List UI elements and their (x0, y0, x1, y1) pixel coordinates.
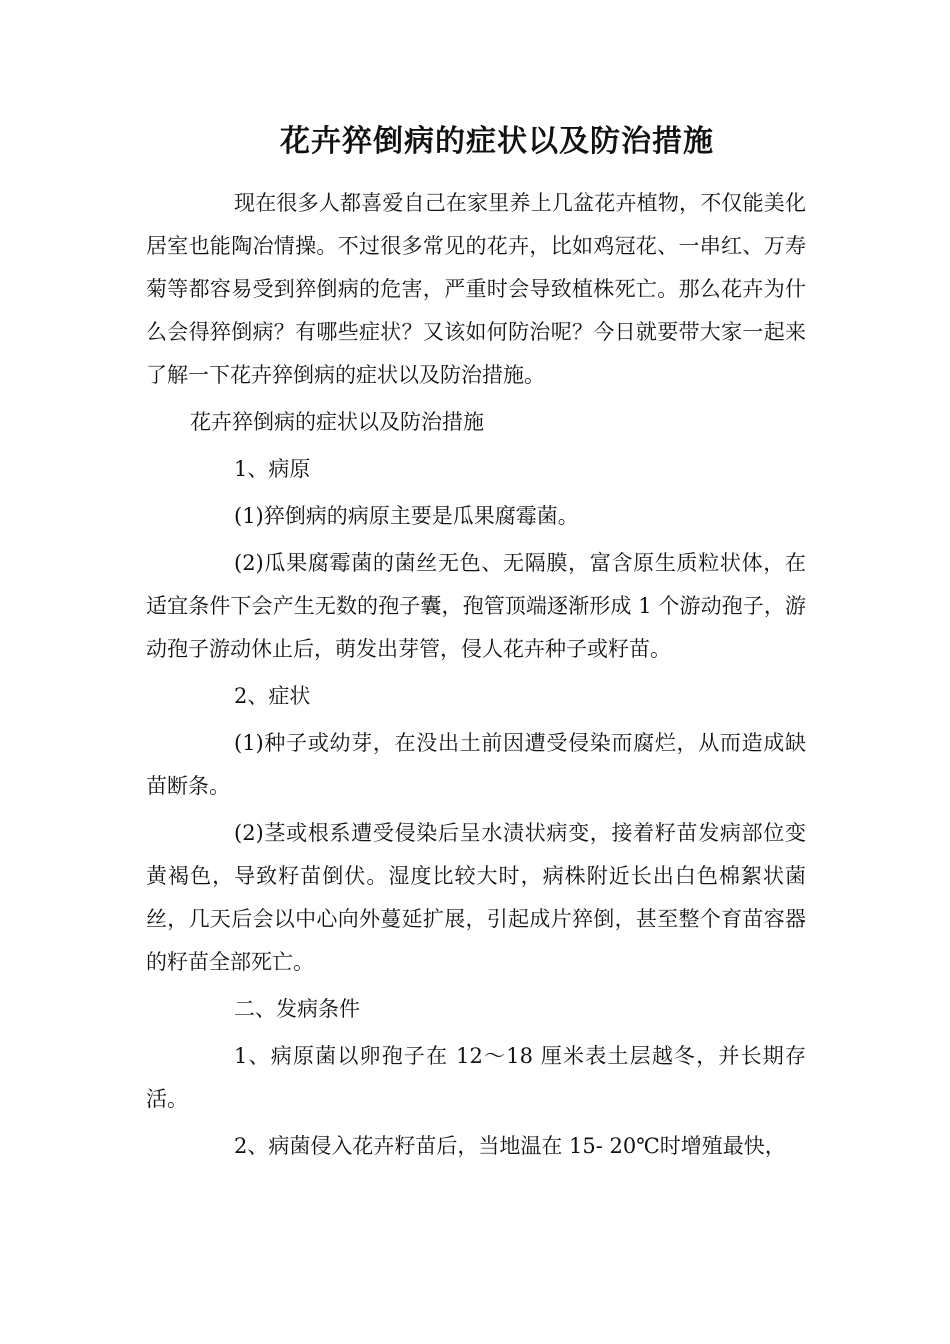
paragraph-symptoms-2: (2)茎或根系遭受侵染后呈水渍状病变，接着籽苗发病部位变黄褐色，导致籽苗倒伏。湿度比较大时，病株附近长出白色棉絮状菌丝，几天后会以中心向外蔓延扩展，引起成片猝倒，甚至整个育苗容器的籽苗全部死亡。 (146, 821, 806, 974)
paragraph-symptoms-1: (1)种子或幼芽，在没出土前因遭受侵染而腐烂，从而造成缺苗断条。 (146, 731, 806, 798)
document-body (146, 182, 806, 1168)
subheading-pathogen: 1、病原 (234, 457, 311, 481)
paragraph-pathogen-2: (2)瓜果腐霉菌的菌丝无色、无隔膜，富含原生质粒状体，在适宜条件下会产生无数的孢子囊，孢管顶端逐渐形成 1 个游动孢子，游动孢子游动休止后，萌发出芽管，侵人花卉种子或籽苗。 (146, 551, 806, 661)
subheading-symptoms: 2、症状 (234, 684, 311, 708)
paragraph-pathogen-1: (1)猝倒病的病原主要是瓜果腐霉菌。 (234, 504, 579, 528)
section-heading: 花卉猝倒病的症状以及防治措施 (190, 410, 484, 434)
intro-paragraph: 现在很多人都喜爱自己在家里养上几盆花卉植物，不仅能美化居室也能陶冶情操。不过很多常见的花卉，比如鸡冠花、一串红、万寿菊等都容易受到猝倒病的危害，严重时会导致植株死亡。那么花卉为什么会得猝倒病？有哪些症状？又该如何防治呢？今日就要带大家一起来了解一下花卉猝倒病的症状以及防治措施。 (146, 191, 806, 387)
document-title: 花卉猝倒病的症状以及防治措施 (280, 124, 714, 159)
paragraph-conditions-1: 1、病原菌以卵孢子在 12～18 厘米表土层越冬，并长期存活。 (146, 1044, 806, 1111)
subheading-conditions: 二、发病条件 (234, 997, 360, 1021)
paragraph-conditions-2: 2、病菌侵入花卉籽苗后，当地温在 15- 20℃时增殖最快， (234, 1134, 786, 1158)
